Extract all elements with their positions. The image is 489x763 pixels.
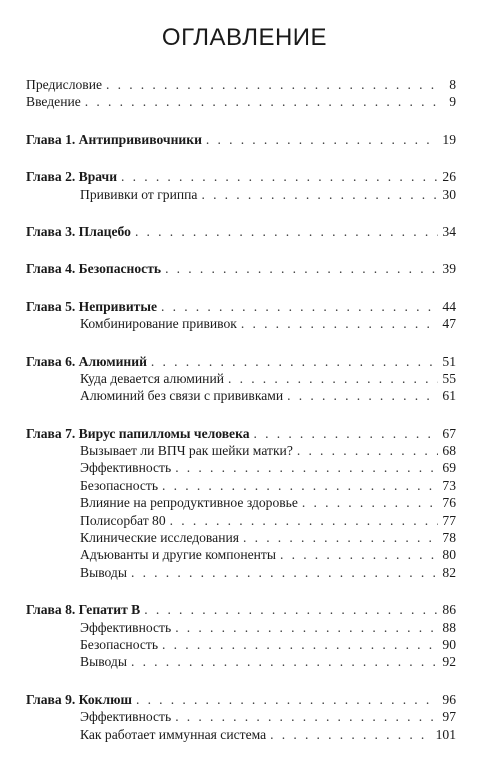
dot-leader (254, 425, 438, 442)
toc-entry-label: Глава 5. Непривитые (26, 298, 157, 314)
toc-subsection-entry[interactable] (26, 477, 456, 494)
toc-group (26, 691, 456, 743)
toc-entry-label: Глава 2. Врачи (26, 169, 118, 185)
toc-chapter-entry[interactable] (26, 168, 456, 185)
toc-page-number: 34 (442, 223, 456, 239)
toc-chapter-entry[interactable] (26, 425, 456, 442)
toc-page-number: 88 (442, 619, 456, 635)
toc-entry-label: Клинические исследования (80, 530, 239, 546)
dot-leader (241, 315, 438, 332)
dot-leader (302, 494, 438, 511)
toc-page-number: 67 (442, 425, 456, 441)
dot-leader (297, 442, 438, 459)
toc-group (26, 168, 456, 203)
toc-subsection-entry[interactable] (26, 708, 456, 725)
toc-page-number: 76 (442, 495, 456, 511)
page-title: ОГЛАВЛЕНИЕ (161, 24, 328, 51)
toc-entry-label: Глава 3. Плацебо (26, 223, 131, 239)
toc-entry-label: Куда девается алюминий (80, 370, 224, 386)
toc-subsection-entry[interactable] (26, 564, 456, 581)
toc-page-number: 90 (442, 636, 456, 652)
dot-leader (270, 726, 431, 743)
toc-group (26, 76, 456, 111)
dot-leader (121, 168, 438, 185)
toc-page-number: 80 (442, 547, 456, 563)
dot-leader (161, 298, 438, 315)
toc-group (26, 353, 456, 405)
dot-leader (162, 636, 438, 653)
toc-page-number: 9 (449, 94, 456, 110)
toc-page-number: 97 (442, 709, 456, 725)
toc-subsection-entry[interactable] (26, 387, 456, 404)
toc-page-number: 82 (442, 564, 456, 580)
toc-entry-label: Эффективность (80, 619, 172, 635)
toc-page-number: 92 (442, 654, 456, 670)
toc-subsection-entry[interactable] (26, 315, 456, 332)
dot-leader (136, 691, 438, 708)
dot-leader (206, 131, 438, 148)
toc-page-number: 51 (442, 353, 456, 369)
toc-entry-label: Предисловие (26, 77, 103, 92)
toc-entry-label: Глава 4. Безопасность (26, 261, 162, 277)
toc-entry-label: Полисорбат 80 (80, 512, 166, 528)
toc-entry-label: Выводы (80, 564, 127, 580)
toc-group (26, 601, 456, 671)
toc-entry-label: Алюминий без связи с прививками (80, 388, 284, 404)
toc-page-number: 61 (442, 388, 456, 404)
toc-entry-label: Безопасность (80, 477, 159, 493)
table-of-contents (26, 76, 456, 763)
toc-subsection-entry[interactable] (26, 619, 456, 636)
dot-leader (165, 260, 438, 277)
dot-leader (151, 353, 438, 370)
toc-subsection-entry[interactable] (26, 442, 456, 459)
toc-page-number: 55 (442, 370, 456, 386)
toc-page-number: 86 (442, 602, 456, 618)
toc-page-number: 101 (435, 726, 456, 742)
toc-entry-label: Адъюванты и другие компоненты (80, 547, 277, 563)
toc-page-number: 69 (442, 460, 456, 476)
toc-entry-label: Глава 8. Гепатит В (26, 602, 141, 618)
dot-leader (175, 619, 438, 636)
toc-entry-label: Введение (26, 94, 81, 110)
toc-page-number: 77 (442, 512, 456, 528)
toc-chapter-entry[interactable] (26, 223, 456, 240)
toc-subsection-entry[interactable] (26, 529, 456, 546)
dot-leader (243, 529, 438, 546)
toc-entry-label: Безопасность (80, 636, 159, 652)
toc-subsection-entry[interactable] (26, 370, 456, 387)
toc-group (26, 260, 456, 277)
toc-subsection-entry[interactable] (26, 494, 456, 511)
toc-subsection-entry[interactable] (26, 546, 456, 563)
toc-entry-label: Как работает иммунная система (80, 726, 267, 742)
toc-page-number: 96 (442, 691, 456, 707)
dot-leader (175, 708, 438, 725)
toc-group (26, 131, 456, 148)
toc-chapter-entry[interactable] (26, 353, 456, 370)
dot-leader (175, 459, 438, 476)
toc-entry[interactable] (26, 76, 456, 93)
dot-leader (131, 653, 438, 670)
toc-entry-label: Эффективность (80, 709, 172, 725)
toc-chapter-entry[interactable] (26, 260, 456, 277)
toc-entry-label: Выводы (80, 654, 127, 670)
toc-entry-label: Глава 9. Коклюш (26, 691, 132, 707)
toc-page-number: 19 (442, 131, 456, 147)
dot-leader (106, 76, 438, 93)
dot-leader (280, 546, 438, 563)
dot-leader (228, 370, 438, 387)
toc-group (26, 298, 456, 333)
toc-entry-label: Влияние на репродуктивное здоровье (80, 495, 298, 511)
dot-leader (85, 93, 438, 110)
toc-subsection-entry[interactable] (26, 726, 456, 743)
toc-subsection-entry[interactable] (26, 653, 456, 670)
toc-group (26, 425, 456, 582)
toc-chapter-entry[interactable] (26, 298, 456, 315)
dot-leader (287, 387, 438, 404)
dot-leader (170, 512, 438, 529)
dot-leader (162, 477, 438, 494)
toc-page-number: 68 (442, 443, 456, 459)
toc-entry-label: Прививки от гриппа (80, 186, 198, 202)
toc-entry-label: Вызывает ли ВПЧ рак шейки матки? (80, 443, 293, 459)
toc-entry-label: Глава 1. Антипрививочники (26, 131, 202, 147)
toc-page-number: 39 (442, 261, 456, 277)
dot-leader (135, 223, 438, 240)
toc-page-number: 78 (442, 530, 456, 546)
dot-leader (201, 186, 438, 203)
toc-page-number: 26 (442, 169, 456, 185)
toc-entry-label: Глава 6. Алюминий (26, 353, 147, 369)
toc-group (26, 223, 456, 240)
toc-page-number: 73 (442, 477, 456, 493)
toc-entry[interactable] (26, 93, 456, 110)
toc-entry-label: Эффективность (80, 460, 172, 476)
toc-entry-label: Глава 7. Вирус папилломы человека (26, 425, 250, 441)
dot-leader (131, 564, 438, 581)
toc-subsection-entry[interactable] (26, 186, 456, 203)
dot-leader (144, 601, 438, 618)
toc-chapter-entry[interactable] (26, 131, 456, 148)
toc-subsection-entry[interactable] (26, 636, 456, 653)
toc-subsection-entry[interactable] (26, 512, 456, 529)
toc-page-number: 30 (442, 186, 456, 202)
toc-subsection-entry[interactable] (26, 459, 456, 476)
toc-chapter-entry[interactable] (26, 691, 456, 708)
toc-chapter-entry[interactable] (26, 601, 456, 618)
toc-page-number: 44 (442, 298, 456, 314)
toc-page-number: 8 (449, 77, 456, 92)
toc-page-number: 47 (442, 316, 456, 332)
toc-entry-label: Комбинирование прививок (80, 316, 237, 332)
